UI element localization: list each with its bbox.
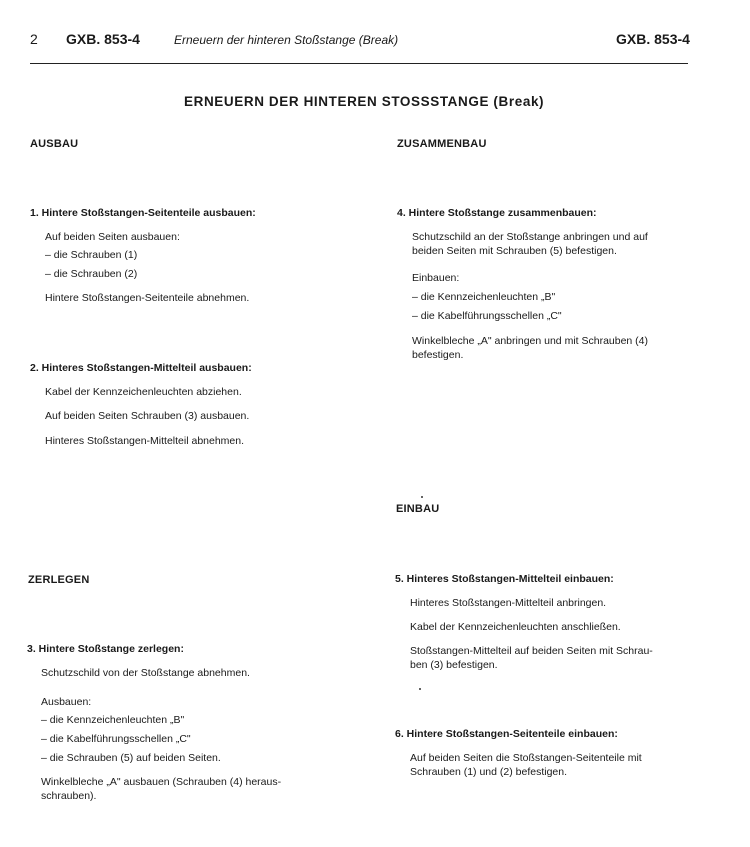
section-heading-zusammenbau: ZUSAMMENBAU [397, 138, 487, 150]
step-5-text: Stoßstangen-Mittelteil auf beiden Seiten mit Schrau- [410, 645, 653, 657]
step-1-text: Auf beiden Seiten ausbauen: [45, 231, 180, 243]
header-title: Erneuern der hinteren Stoßstange (Break) [174, 33, 399, 47]
step-5-text: ben (3) befestigen. [410, 659, 498, 671]
page-number: 2 [30, 31, 38, 47]
step-4-text: Einbauen: [412, 272, 460, 284]
step-6-text: Auf beiden Seiten die Stoßstangen-Seitenteile mit [410, 752, 642, 764]
step-3-list-item: – die Kabelführungsschellen „C" [41, 733, 191, 745]
step-2-text: Kabel der Kennzeichenleuchten abziehen. [45, 386, 242, 398]
step-4-text: befestigen. [412, 349, 464, 361]
step-5-title: 5. Hinteres Stoßstangen-Mittelteil einbauen: [395, 573, 614, 585]
step-2-text: Hinteres Stoßstangen-Mittelteil abnehmen. [45, 435, 245, 447]
step-4-list-item: – die Kabelführungsschellen „C" [412, 310, 562, 322]
step-6-text: Schrauben (1) und (2) befestigen. [410, 766, 568, 778]
step-3-text: Ausbauen: [41, 696, 92, 708]
section-heading-ausbau: AUSBAU [30, 138, 79, 150]
step-2-text: Auf beiden Seiten Schrauben (3) ausbauen. [45, 410, 250, 422]
step-3-text: Winkelbleche „A" ausbauen (Schrauben (4) heraus- [41, 776, 282, 788]
step-2-title: 2. Hinteres Stoßstangen-Mittelteil ausbauen: [30, 362, 252, 374]
step-4-list-item: – die Kennzeichenleuchten „B" [412, 291, 556, 303]
step-3-list-item: – die Kennzeichenleuchten „B" [41, 714, 185, 726]
step-5-text: Hinteres Stoßstangen-Mittelteil anbringen. [410, 597, 607, 609]
step-3-title: 3. Hintere Stoßstange zerlegen: [27, 643, 184, 655]
step-6-title: 6. Hintere Stoßstangen-Seitenteile einbauen: [395, 728, 618, 740]
document-code-right: GXB. 853-4 [616, 31, 690, 47]
step-4-text: beiden Seiten mit Schrauben (5) befestigen. [412, 245, 617, 257]
step-1-list-item: – die Schrauben (2) [45, 268, 138, 280]
step-5-text: Kabel der Kennzeichenleuchten anschließen. [410, 621, 621, 633]
step-3-text: schrauben). [41, 790, 97, 802]
step-4-title: 4. Hintere Stoßstange zusammenbauen: [397, 207, 597, 219]
main-title: ERNEUERN DER HINTEREN STOSSSTANGE (Break) [184, 94, 545, 109]
step-3-list-item: – die Schrauben (5) auf beiden Seiten. [41, 752, 221, 764]
step-1-title: 1. Hintere Stoßstangen-Seitenteile ausbauen: [30, 207, 256, 219]
document-code-left: GXB. 853-4 [66, 31, 140, 47]
specks [421, 496, 423, 498]
header-rule [30, 63, 688, 64]
step-1-text: Hintere Stoßstangen-Seitenteile abnehmen. [45, 292, 250, 304]
specks [419, 688, 421, 690]
section-heading-zerlegen: ZERLEGEN [28, 574, 90, 586]
step-4-text: Schutzschild an der Stoßstange anbringen und auf [412, 231, 648, 243]
section-heading-einbau: EINBAU [396, 503, 440, 515]
step-1-list-item: – die Schrauben (1) [45, 249, 138, 261]
step-3-text: Schutzschild von der Stoßstange abnehmen. [41, 667, 250, 679]
step-4-text: Winkelbleche „A" anbringen und mit Schrauben (4) [412, 335, 649, 347]
